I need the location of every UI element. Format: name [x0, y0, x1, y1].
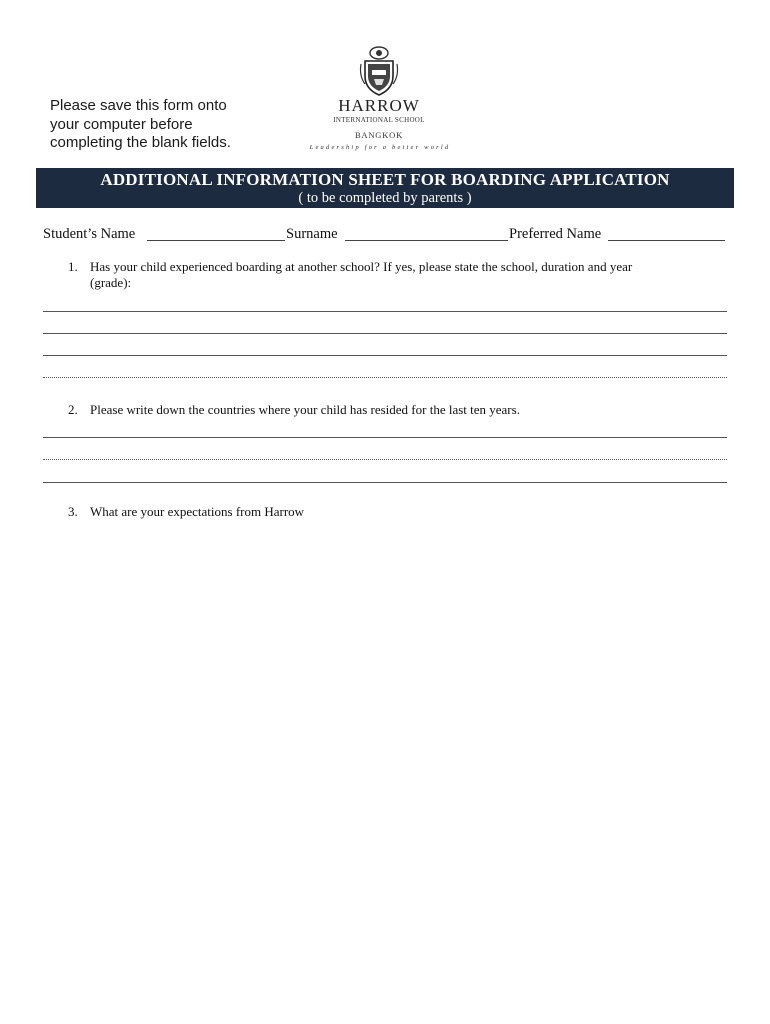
answer-line-q1-4[interactable] [43, 377, 727, 378]
question-number: 2. [68, 402, 78, 417]
form-subtitle: ( to be completed by parents ) [298, 190, 472, 206]
question-3 [68, 504, 728, 520]
name-fields-row [43, 225, 733, 245]
question-number: 1. [68, 259, 78, 274]
school-crest-icon [356, 46, 402, 96]
answer-line-q1-1[interactable] [43, 311, 727, 312]
question-text-continued: (grade): [90, 275, 132, 290]
answer-line-q2-1[interactable] [43, 437, 727, 438]
school-name: HARROW [338, 96, 420, 115]
save-instruction-note [50, 97, 290, 153]
form-title: ADDITIONAL INFORMATION SHEET FOR BOARDING APPLICATION [100, 170, 670, 189]
form-title-banner [36, 168, 734, 208]
student-name-label: Student’s Name [43, 226, 136, 242]
answer-line-q2-2[interactable] [43, 459, 727, 460]
question-2 [68, 402, 728, 418]
save-note-line-2: your computer before [50, 115, 193, 133]
question-number: 3. [68, 504, 78, 519]
question-text: What are your expectations from Harrow [90, 504, 305, 519]
school-subtitle: INTERNATIONAL SCHOOL [333, 116, 425, 124]
save-note-line-1: Please save this form onto [50, 97, 227, 114]
question-1 [68, 259, 728, 291]
school-motto: Leadership for a better world [309, 144, 451, 151]
school-city: BANGKOK [354, 130, 404, 140]
question-text: Has your child experienced boarding at another school? If yes, please state the school, duration and year [90, 259, 633, 274]
preferred-name-field[interactable] [608, 240, 725, 241]
preferred-name-label: Preferred Name [509, 226, 602, 242]
question-text: Please write down the countries where your child has resided for the last ten years. [90, 402, 520, 417]
answer-line-q1-3[interactable] [43, 355, 727, 356]
surname-field[interactable] [345, 240, 508, 241]
surname-label: Surname [286, 226, 338, 242]
answer-line-q2-3[interactable] [43, 482, 727, 483]
save-note-line-3: completing the blank fields. [50, 134, 231, 151]
student-name-field[interactable] [147, 240, 285, 241]
answer-line-q1-2[interactable] [43, 333, 727, 334]
